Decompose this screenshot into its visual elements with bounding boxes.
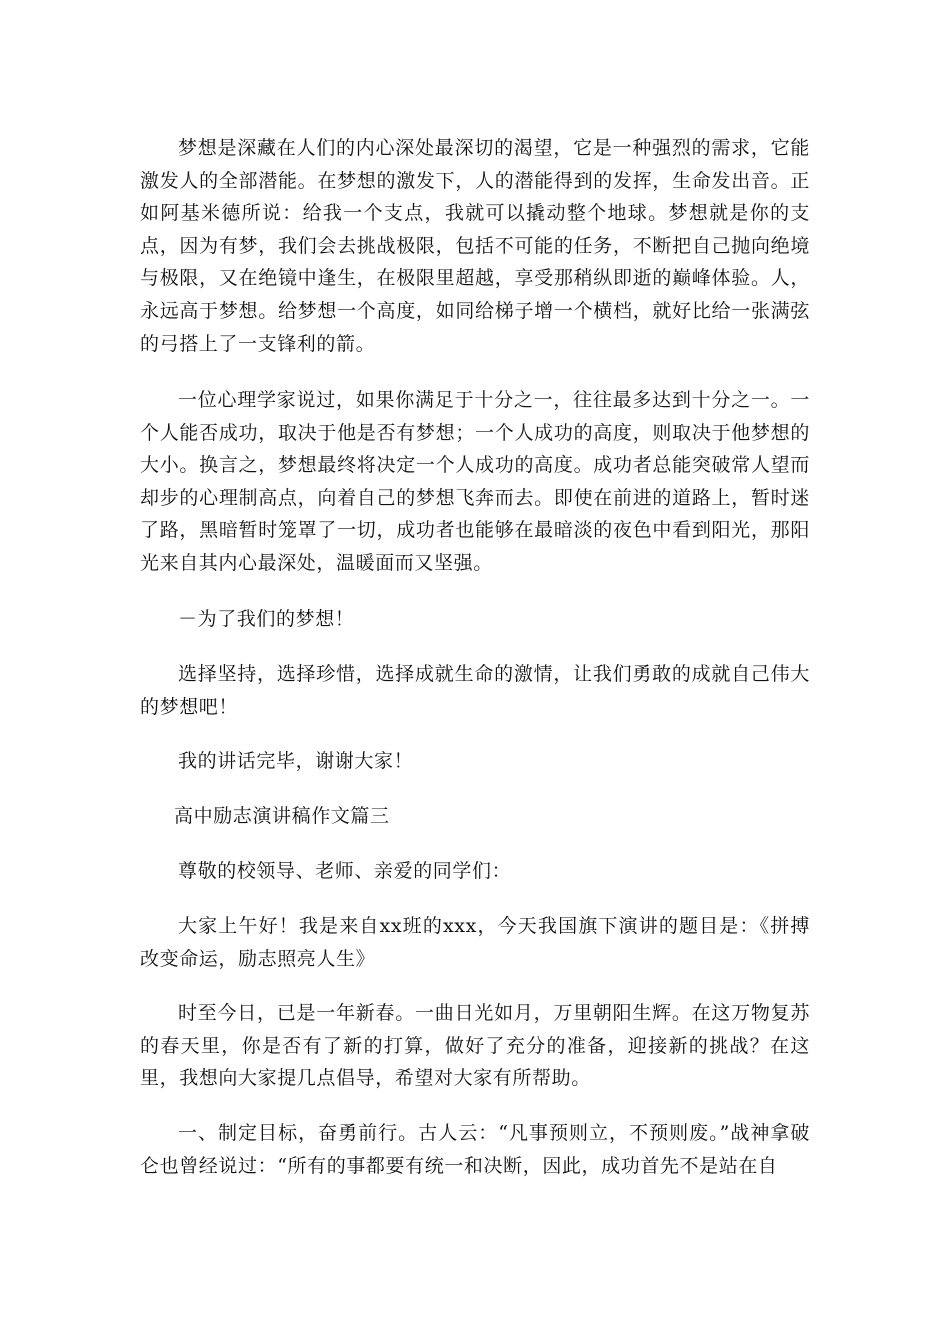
section-title: 高中励志演讲稿作文篇三 [174, 805, 390, 827]
paragraph-dream-fulcrum: 梦想是深藏在人们的内心深处最深切的渴望，它是一种强烈的需求，它能激发人的全部潜能。在梦想的激发下，人的潜能得到的发挥，生命发出音。正如阿基米德所说：给我一个支点，我就可以撬动整个地球。梦想就是你的支点，因为有梦，我们会去挑战极限，包括不可能的任务，不断把自己抛向绝境与极限，又在绝镜中逢生，在极限里超越，享受那稍纵即逝的巅峰体验。人，永远高于梦想。给梦想一个高度，如同给梯子增一个横档，就好比给一张满弦的弓搭上了一支锋利的箭。 [140, 137, 810, 355]
paragraph-greeting: 尊敬的校领导、老师、亲爱的同学们： [178, 860, 512, 882]
paragraph-choose-persist: 选择坚持，选择珍惜，选择成就生命的激情，让我们勇敢的成就自己伟大的梦想吧！ [140, 663, 810, 718]
paragraph-psychologist: 一位心理学家说过，如果你满足于十分之一，往往最多达到十分之一。一个人能否成功，取决于他是否有梦想；一个人成功的高度，则取决于他梦想的大小。换言之，梦想最终将决定一个人成功的高度。成功者总能突破常人望而却步的心理制高点，向着自己的梦想飞奔而去。即使在前进的道路上，暂时迷了路，黑暗暂时笼罩了一切，成功者也能够在最暗淡的夜色中看到阳光，那阳光来自其内心最深处，温暖面而又坚强。 [140, 389, 810, 574]
paragraph-intro: 大家上午好！我是来自xx班的xxx，今天我国旗下演讲的题目是：《拼搏改变命运，励志照亮人生》 [140, 915, 810, 970]
paragraph-for-our-dreams: －为了我们的梦想！ [178, 608, 355, 630]
paragraph-set-goals: 一、制定目标，奋勇前行。古人云：“凡事预则立，不预则废。”战神拿破仑也曾经说过：“所有的事都要有统一和决断，因此，成功首先不是站在自 [140, 1122, 810, 1177]
paragraph-speech-end: 我的讲话完毕，谢谢大家！ [178, 750, 414, 772]
paragraph-new-spring: 时至今日，已是一年新春。一曲日光如月，万里朝阳生辉。在这万物复苏的春天里，你是否有了新的打算，做好了充分的准备，迎接新的挑战？在这里，我想向大家提几点倡导，希望对大家有所帮助。 [140, 1002, 810, 1090]
